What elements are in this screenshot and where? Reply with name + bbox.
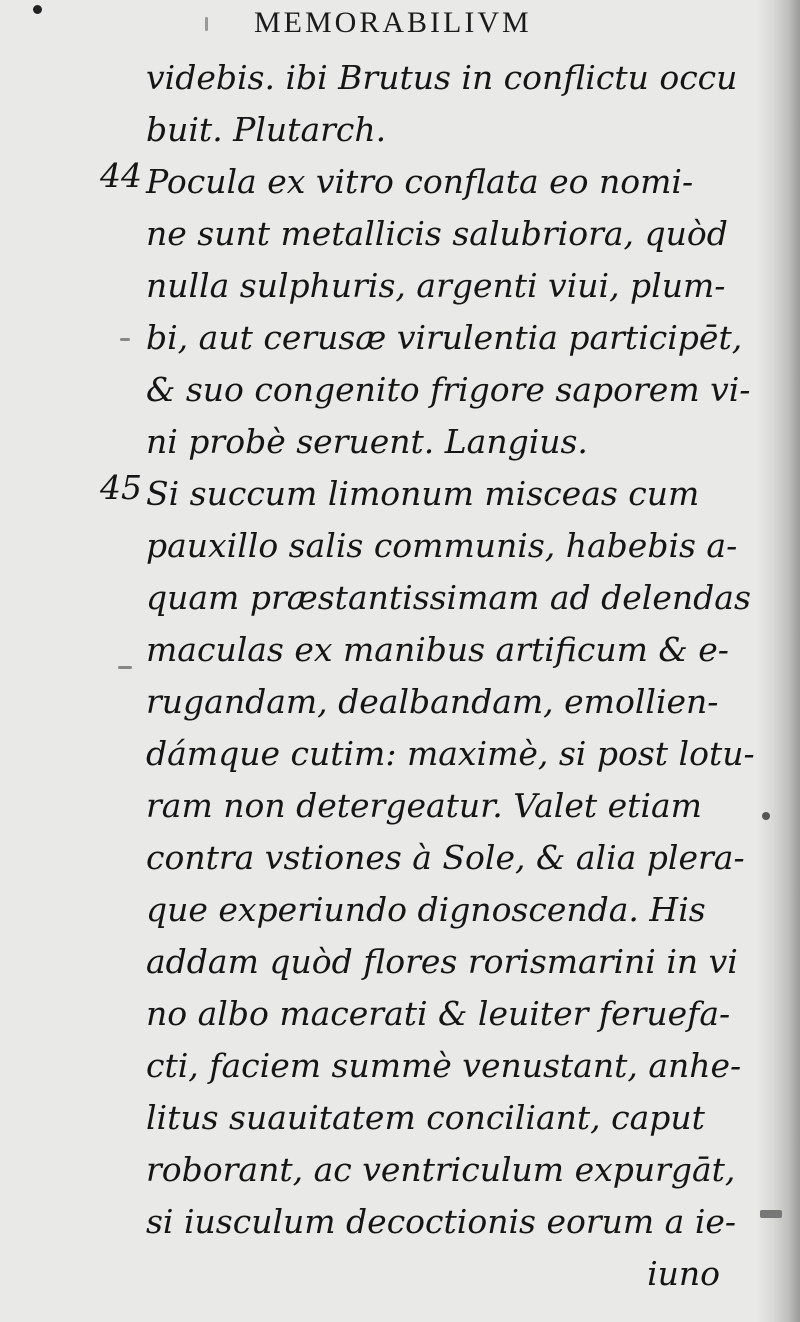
text-line: bi, aut cerusæ virulentia participēt, <box>146 318 743 357</box>
text-line: contra vstiones à Sole, & alia plera- <box>146 838 745 877</box>
paper-speck <box>120 338 130 341</box>
text-line: addam quòd flores rorismarini in vi <box>146 942 738 981</box>
text-line: Si succum limonum misceas cum <box>146 474 700 513</box>
text-line: ram non detergeatur. Valet etiam <box>146 786 702 825</box>
text-line: litus suauitatem conciliant, caput <box>146 1098 705 1137</box>
text-line: ni probè seruent. Langius. <box>146 422 588 461</box>
paragraph-number: 45 <box>100 468 142 507</box>
text-line: roborant, ac ventriculum expurgāt, <box>146 1150 736 1189</box>
catchword: iuno <box>647 1254 720 1293</box>
text-line: buit. Plutarch. <box>146 110 387 149</box>
page-spine-shadow <box>756 0 800 1322</box>
text-line: ne sunt metallicis salubriora, quòd <box>146 214 728 253</box>
text-line: Pocula ex vitro conflata eo nomi- <box>146 162 694 201</box>
text-line: que experiundo dignoscenda. His <box>146 890 706 929</box>
running-head: MEMORABILIVM <box>254 6 532 39</box>
text-line: dámque cutim: maximè, si post lotu- <box>146 734 755 773</box>
text-line: quam præstantissimam ad delendas <box>146 578 751 617</box>
text-line: nulla sulphuris, argenti viui, plum- <box>146 266 726 305</box>
paper-speck <box>762 812 770 820</box>
paper-speck <box>760 1210 782 1218</box>
text-line: no albo macerati & leuiter feruefa- <box>146 994 731 1033</box>
text-line: & suo congenito frigore saporem vi- <box>146 370 751 409</box>
ink-dot <box>33 5 42 14</box>
text-line: pauxillo salis communis, habebis a- <box>146 526 738 565</box>
paper-speck <box>205 17 208 31</box>
text-line: videbis. ibi Brutus in conflictu occu <box>146 58 738 97</box>
paragraph-continuation <box>146 52 738 156</box>
text-line: si iusculum decoctionis eorum a ie- <box>146 1202 737 1241</box>
body-text <box>146 52 755 1300</box>
paper-speck <box>118 666 132 669</box>
paragraph-45 <box>146 468 755 1248</box>
text-line: cti, faciem summè venustant, anhe- <box>146 1046 742 1085</box>
text-line: rugandam, dealbandam, emollien- <box>146 682 719 721</box>
paragraph-44 <box>146 156 751 468</box>
paragraph-number: 44 <box>100 156 142 195</box>
text-line: maculas ex manibus artificum & e- <box>146 630 729 669</box>
